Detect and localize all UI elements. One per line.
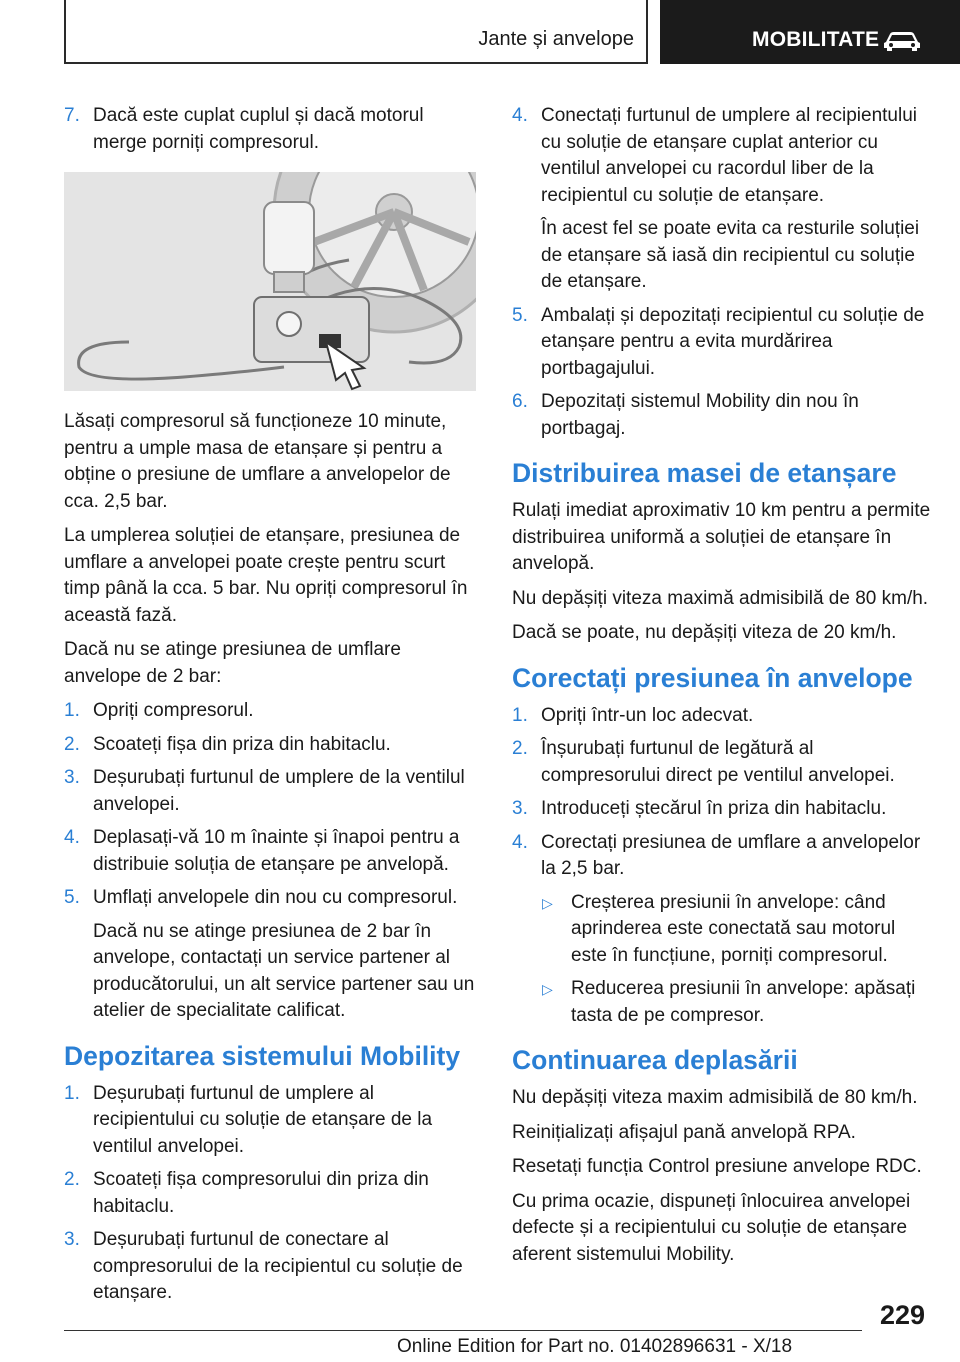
- step-4: [64, 825, 476, 878]
- paragraph: Nu depășiți viteza maxim admisibilă de 80 km/h.: [512, 1087, 918, 1108]
- paragraph: Dacă se poate, nu depășiți viteza de 20 km/h.: [512, 622, 897, 643]
- correct-step-1: [512, 703, 932, 730]
- step-number: 2.: [64, 1169, 80, 1190]
- step-2: [64, 732, 476, 759]
- correct-step-3: [512, 796, 932, 823]
- heading-storage: Depozitarea sistemului Mobility: [64, 1040, 461, 1071]
- chapter-title: MOBILITATE: [752, 28, 880, 51]
- step-1: [64, 698, 476, 725]
- step-number: 5.: [64, 887, 80, 908]
- step-7: [64, 103, 476, 156]
- paragraph: Dacă nu se atinge presiunea de umflare anvelope de 2 bar:: [64, 639, 401, 687]
- correct-step-4: [512, 830, 932, 1030]
- right-column: [512, 103, 932, 1276]
- left-column: [64, 103, 476, 1314]
- step-number: 4.: [512, 105, 528, 126]
- step-subtext: Dacă nu se atinge presiunea de 2 bar în anvelope, contactați un service partener al producătorului, un alt service partener sau un atelier de specialitate calificat.: [93, 920, 475, 1021]
- storage-step-4: [512, 103, 932, 296]
- step-text: Înșurubați furtunul de legătură al compresorului direct pe ventilul anvelopei.: [541, 738, 895, 786]
- paragraph: Reinițializați afișajul pană anvelopă RPA.: [512, 1121, 856, 1143]
- page-number: 229: [880, 1300, 926, 1330]
- triangle-right-icon: ▷: [542, 894, 553, 911]
- section-title: Jante și anvelope: [478, 28, 634, 50]
- step-text: Deșurubați furtunul de conectare al compresorului de la recipientul cu soluție de etanșare.: [93, 1229, 463, 1303]
- bullet-item: [541, 890, 932, 970]
- step-number: 1.: [512, 704, 528, 726]
- step-number: 1.: [64, 700, 80, 721]
- step-number: 1.: [64, 1082, 80, 1104]
- step-number: 5.: [512, 304, 528, 326]
- paragraph: La umplerea soluției de etanșare, presiunea de umflare a anvelopei poate crește pentru scurt timp până la cca. 5 bar. Nu opriți compresorul în această fază.: [64, 525, 468, 626]
- storage-step-3: [64, 1227, 476, 1307]
- step-text: Scoateți fișa compresorului din priza din habitaclu.: [93, 1169, 429, 1217]
- step-text: Umflați anvelopele din nou cu compresorul.: [93, 887, 458, 908]
- heading-correct-pressure: Corectați presiunea în anvelope: [512, 662, 913, 693]
- step-text: Corectați presiunea de umflare a anvelopelor la 2,5 bar.: [541, 831, 921, 879]
- bullet-item: [541, 976, 932, 1029]
- step-subtext: În acest fel se poate evita ca resturile soluției de etanșare să iasă din recipientul cu soluție de etanșare.: [541, 218, 920, 292]
- step-number: 3.: [64, 1229, 80, 1250]
- step-number: 2.: [64, 733, 80, 755]
- header-chapter-box: [660, 0, 960, 64]
- step-5: [64, 885, 476, 1025]
- heading-distribution: Distribuirea masei de etanșare: [512, 458, 897, 488]
- step-text: Deșurubați furtunul de umplere al recipientului cu soluție de etanșare de la ventilul anvelopei.: [93, 1082, 433, 1157]
- storage-step-2: [64, 1167, 476, 1220]
- step-text: Depozitați sistemul Mobility din nou în portbagaj.: [541, 391, 859, 439]
- step-text: Dacă este cuplat cuplul și dacă motorul merge porniți compresorul.: [93, 105, 424, 153]
- step-number: 6.: [512, 391, 528, 412]
- step-text: Opriți într-un loc adecvat.: [541, 704, 754, 726]
- storage-step-5: [512, 303, 932, 383]
- step-text: Ambalați și depozitați recipientul cu soluție de etanșare pentru a evita murdărirea portbagajului.: [541, 304, 925, 379]
- paragraph: Cu prima ocazie, dispuneți înlocuirea anvelopei defecte și a recipientului cu soluție de etanșare aferent sistemului Mobility.: [512, 1190, 911, 1265]
- step-3: [64, 765, 476, 818]
- footer-divider: [64, 1330, 862, 1331]
- step-number: 3.: [64, 767, 80, 788]
- paragraph: Rulați imediat aproximativ 10 km pentru a permite distribuirea uniformă a soluției de etanșare în anvelopă.: [512, 500, 931, 574]
- footer-text: Online Edition for Part no. 01402896631 - X/18: [397, 1336, 793, 1357]
- paragraph: Resetați funcția Control presiune anvelope RDC.: [512, 1156, 922, 1177]
- header-section-box: [64, 0, 648, 64]
- step-text: Introduceți ștecărul în priza din habitaclu.: [541, 798, 887, 819]
- step-text: Conectați furtunul de umplere al recipientului cu soluție de etanșare cuplat anterior cu ventilul anvelopei cu racordul liber de la recipientul cu soluție de etanșare.: [541, 105, 917, 206]
- step-number: 4.: [512, 831, 528, 853]
- bullet-text: Creșterea presiunii în anvelope: când aprinderea este conectată sau motorul este în funcțiune, porniți compresorul.: [571, 891, 896, 966]
- heading-continue: Continuarea deplasării: [512, 1045, 798, 1075]
- step-number: 4.: [64, 827, 80, 848]
- step-text: Deplasați-vă 10 m înainte și înapoi pentru a distribuie soluția de etanșare pe anvelopă.: [93, 827, 460, 875]
- tire-sealant-compressor-illustration: [64, 172, 476, 391]
- bullet-text: Reducerea presiunii în anvelope: apăsați tasta de pe compresor.: [571, 978, 916, 1026]
- step-text: Scoateți fișa din priza din habitaclu.: [93, 733, 391, 755]
- step-number: 2.: [512, 738, 528, 759]
- step-text: Opriți compresorul.: [93, 700, 254, 721]
- paragraph: Nu depășiți viteza maximă admisibilă de 80 km/h.: [512, 587, 929, 609]
- step-number: 3.: [512, 798, 528, 819]
- car-icon: [882, 28, 922, 52]
- step-number: 7.: [64, 105, 80, 126]
- storage-step-6: [512, 389, 932, 442]
- step-text: Deșurubați furtunul de umplere de la ventilul anvelopei.: [93, 767, 465, 815]
- triangle-right-icon: ▷: [542, 981, 553, 997]
- correct-step-2: [512, 736, 932, 789]
- paragraph: Lăsați compresorul să funcționeze 10 minute, pentru a umple masa de etanșare și pentru a obține o presiune de umflare a anvelopelor de cca. 2,5 bar.: [64, 411, 451, 512]
- storage-step-1: [64, 1081, 476, 1161]
